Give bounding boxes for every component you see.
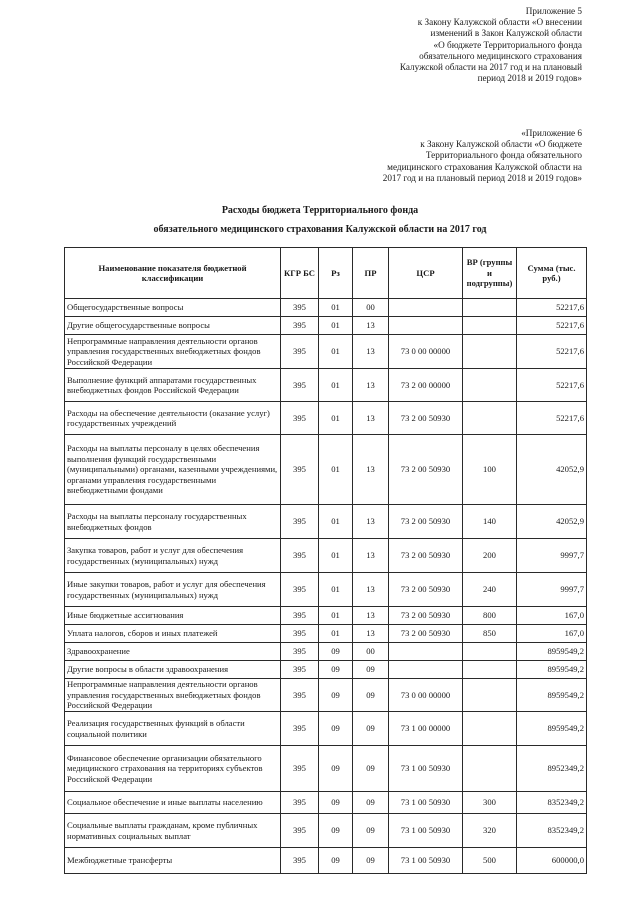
table-row (65, 369, 587, 402)
cell-sum: 600000,0 (517, 848, 587, 874)
table-row (65, 814, 587, 848)
cell-sum: 42052,9 (517, 505, 587, 539)
cell-kgrbs: 395 (281, 625, 319, 643)
cell-rz: 09 (319, 848, 353, 874)
table-row (65, 661, 587, 679)
table-row (65, 299, 587, 317)
cell-name: Общегосударственные вопросы (65, 299, 281, 317)
cell-name: Расходы на выплаты персоналу государственных внебюджетных фондов (65, 505, 281, 539)
table-header-row (65, 248, 587, 299)
cell-kgrbs: 395 (281, 573, 319, 607)
cell-kgrbs: 395 (281, 712, 319, 746)
cell-name: Непрограммные направления деятельности органов управления государственных внебюджетных фондов Российской Федерации (65, 335, 281, 369)
cell-name: Финансовое обеспечение организации обязательного медицинского страхования на территориях субъектов Российской Федерации (65, 746, 281, 792)
appendix-5-line: Приложение 5 (525, 6, 582, 16)
cell-rz: 01 (319, 573, 353, 607)
cell-vr: 500 (463, 848, 517, 874)
cell-kgrbs: 395 (281, 299, 319, 317)
cell-kgrbs: 395 (281, 643, 319, 661)
cell-kgrbs: 395 (281, 369, 319, 402)
header-name: Наименование показателя бюджетной классификации (65, 248, 281, 299)
cell-csr (389, 299, 463, 317)
document-title: Расходы бюджета Территориального фонда (221, 205, 419, 216)
cell-pr: 13 (353, 607, 389, 625)
table-row (65, 435, 587, 505)
cell-sum: 8952349,2 (517, 746, 587, 792)
appendix-6-line: медицинского страхования Калужской области на (387, 161, 582, 172)
table-row (65, 848, 587, 874)
cell-vr (463, 335, 517, 369)
cell-csr: 73 2 00 50930 (389, 573, 463, 607)
cell-name: Расходы на обеспечение деятельности (оказание услуг) государственных учреждений (65, 402, 281, 435)
cell-rz: 01 (319, 317, 353, 335)
cell-vr (463, 661, 517, 679)
cell-kgrbs: 395 (281, 335, 319, 369)
table-row (65, 792, 587, 814)
cell-rz: 01 (319, 539, 353, 573)
cell-csr: 73 2 00 00000 (389, 369, 463, 402)
cell-csr: 73 2 00 50930 (389, 435, 463, 505)
cell-name: Уплата налогов, сборов и иных платежей (65, 625, 281, 643)
table-row (65, 335, 587, 369)
cell-vr: 100 (463, 435, 517, 505)
cell-sum: 8959549,2 (517, 661, 587, 679)
budget-expenses-table (64, 247, 587, 874)
cell-rz: 01 (319, 435, 353, 505)
appendix-5-line: обязательного медицинского страхования (419, 50, 582, 61)
cell-vr (463, 712, 517, 746)
cell-name: Межбюджетные трансферты (65, 848, 281, 874)
appendix-5-line: изменений в Закон Калужской области (430, 28, 582, 39)
cell-name: Выполнение функций аппаратами государственных внебюджетных фондов Российской Федерации (65, 369, 281, 402)
table-row (65, 573, 587, 607)
table-row (65, 402, 587, 435)
header-sum: Сумма (тыс. руб.) (517, 248, 587, 299)
cell-name: Социальное обеспечение и иные выплаты населению (65, 792, 281, 814)
cell-name: Другие вопросы в области здравоохранения (65, 661, 281, 679)
cell-name: Реализация государственных функций в области социальной политики (65, 712, 281, 746)
cell-sum: 167,0 (517, 625, 587, 643)
cell-csr: 73 1 00 50930 (389, 792, 463, 814)
table-body (65, 299, 587, 874)
appendix-5-line: «О бюджете Территориального фонда (433, 39, 582, 50)
cell-sum: 8959549,2 (517, 643, 587, 661)
cell-vr (463, 643, 517, 661)
cell-kgrbs: 395 (281, 661, 319, 679)
cell-csr: 73 0 00 00000 (389, 679, 463, 712)
cell-csr: 73 1 00 00000 (389, 712, 463, 746)
appendix-5-line: период 2018 и 2019 годов» (477, 73, 582, 84)
cell-pr: 09 (353, 792, 389, 814)
cell-kgrbs: 395 (281, 607, 319, 625)
document-subtitle: обязательного медицинского страхования Калужской области на 2017 год (153, 224, 487, 235)
header-pr: ПР (353, 248, 389, 299)
cell-pr: 13 (353, 369, 389, 402)
cell-csr (389, 317, 463, 335)
cell-sum: 42052,9 (517, 435, 587, 505)
cell-pr: 09 (353, 814, 389, 848)
cell-csr: 73 2 00 50930 (389, 402, 463, 435)
cell-pr: 13 (353, 402, 389, 435)
table-row (65, 607, 587, 625)
cell-rz: 09 (319, 643, 353, 661)
cell-vr (463, 299, 517, 317)
table-row (65, 679, 587, 712)
table-row (65, 317, 587, 335)
cell-name: Непрограммные направления деятельности органов управления государственных внебюджетных фондов Российской Федерации (65, 679, 281, 712)
cell-vr: 320 (463, 814, 517, 848)
cell-csr: 73 0 00 00000 (389, 335, 463, 369)
cell-pr: 13 (353, 573, 389, 607)
cell-sum: 52217,6 (517, 402, 587, 435)
appendix-6-line: к Закону Калужской области «О бюджете (420, 139, 582, 150)
cell-csr: 73 1 00 50930 (389, 746, 463, 792)
table-row (65, 625, 587, 643)
appendix-6-line: 2017 год и на плановый период 2018 и 2019 годов» (382, 172, 582, 183)
cell-vr (463, 679, 517, 712)
cell-rz: 01 (319, 607, 353, 625)
cell-vr: 850 (463, 625, 517, 643)
cell-csr (389, 661, 463, 679)
cell-pr: 13 (353, 505, 389, 539)
table-row (65, 539, 587, 573)
cell-sum: 8352349,2 (517, 814, 587, 848)
cell-rz: 09 (319, 792, 353, 814)
appendix-5-line: к Закону Калужской области «О внесении (417, 17, 582, 28)
cell-pr: 09 (353, 848, 389, 874)
cell-rz: 01 (319, 625, 353, 643)
cell-kgrbs: 395 (281, 746, 319, 792)
cell-csr: 73 2 00 50930 (389, 607, 463, 625)
cell-sum: 52217,6 (517, 317, 587, 335)
cell-pr: 09 (353, 712, 389, 746)
cell-csr (389, 643, 463, 661)
cell-vr (463, 402, 517, 435)
appendix-5-note (400, 6, 582, 84)
cell-pr: 09 (353, 746, 389, 792)
cell-name: Иные закупки товаров, работ и услуг для обеспечения государственных (муниципальных) нужд (65, 573, 281, 607)
cell-rz: 09 (319, 746, 353, 792)
cell-pr: 09 (353, 679, 389, 712)
cell-name: Другие общегосударственные вопросы (65, 317, 281, 335)
cell-vr (463, 317, 517, 335)
cell-rz: 09 (319, 712, 353, 746)
header-kgrbs: КГР БС (281, 248, 319, 299)
cell-kgrbs: 395 (281, 539, 319, 573)
cell-csr: 73 2 00 50930 (389, 505, 463, 539)
cell-rz: 01 (319, 505, 353, 539)
cell-pr: 13 (353, 317, 389, 335)
cell-rz: 01 (319, 335, 353, 369)
cell-pr: 13 (353, 435, 389, 505)
appendix-6-line: «Приложение 6 (521, 128, 582, 138)
cell-pr: 09 (353, 661, 389, 679)
cell-vr: 240 (463, 573, 517, 607)
cell-sum: 8959549,2 (517, 679, 587, 712)
cell-kgrbs: 395 (281, 679, 319, 712)
appendix-6-note (383, 128, 582, 184)
cell-sum: 9997,7 (517, 573, 587, 607)
header-rz: Рз (319, 248, 353, 299)
cell-name: Социальные выплаты гражданам, кроме публичных нормативных социальных выплат (65, 814, 281, 848)
cell-vr (463, 746, 517, 792)
cell-rz: 09 (319, 814, 353, 848)
cell-kgrbs: 395 (281, 402, 319, 435)
cell-vr: 140 (463, 505, 517, 539)
cell-rz: 01 (319, 369, 353, 402)
cell-name: Иные бюджетные ассигнования (65, 607, 281, 625)
cell-pr: 13 (353, 625, 389, 643)
cell-sum: 167,0 (517, 607, 587, 625)
cell-kgrbs: 395 (281, 317, 319, 335)
cell-kgrbs: 395 (281, 814, 319, 848)
cell-csr: 73 2 00 50930 (389, 539, 463, 573)
table-row (65, 712, 587, 746)
header-vr: ВР (группы и подгруппы) (463, 248, 517, 299)
cell-name: Здравоохранение (65, 643, 281, 661)
cell-rz: 01 (319, 299, 353, 317)
cell-sum: 52217,6 (517, 369, 587, 402)
cell-pr: 13 (353, 539, 389, 573)
cell-vr (463, 369, 517, 402)
cell-csr: 73 1 00 50930 (389, 814, 463, 848)
cell-sum: 52217,6 (517, 299, 587, 317)
cell-kgrbs: 395 (281, 505, 319, 539)
cell-rz: 09 (319, 679, 353, 712)
cell-vr: 800 (463, 607, 517, 625)
cell-pr: 00 (353, 643, 389, 661)
appendix-6-line: Территориального фонда обязательного (425, 150, 582, 161)
cell-kgrbs: 395 (281, 792, 319, 814)
cell-sum: 52217,6 (517, 335, 587, 369)
cell-sum: 8352349,2 (517, 792, 587, 814)
table-row (65, 746, 587, 792)
cell-csr: 73 1 00 50930 (389, 848, 463, 874)
cell-name: Расходы на выплаты персоналу в целях обеспечения выполнения функций государственными (муниципальными) органами, казенными учреждениями, органами управления государственными внебюджетными фондами (65, 435, 281, 505)
cell-pr: 13 (353, 335, 389, 369)
cell-sum: 9997,7 (517, 539, 587, 573)
cell-pr: 00 (353, 299, 389, 317)
table-row (65, 505, 587, 539)
table-row (65, 643, 587, 661)
header-csr: ЦСР (389, 248, 463, 299)
cell-rz: 01 (319, 402, 353, 435)
cell-sum: 8959549,2 (517, 712, 587, 746)
cell-kgrbs: 395 (281, 848, 319, 874)
cell-csr: 73 2 00 50930 (389, 625, 463, 643)
appendix-5-line: Калужской области на 2017 год и на плановый (399, 62, 582, 73)
cell-name: Закупка товаров, работ и услуг для обеспечения государственных (муниципальных) нужд (65, 539, 281, 573)
cell-rz: 09 (319, 661, 353, 679)
cell-kgrbs: 395 (281, 435, 319, 505)
cell-vr: 300 (463, 792, 517, 814)
cell-vr: 200 (463, 539, 517, 573)
